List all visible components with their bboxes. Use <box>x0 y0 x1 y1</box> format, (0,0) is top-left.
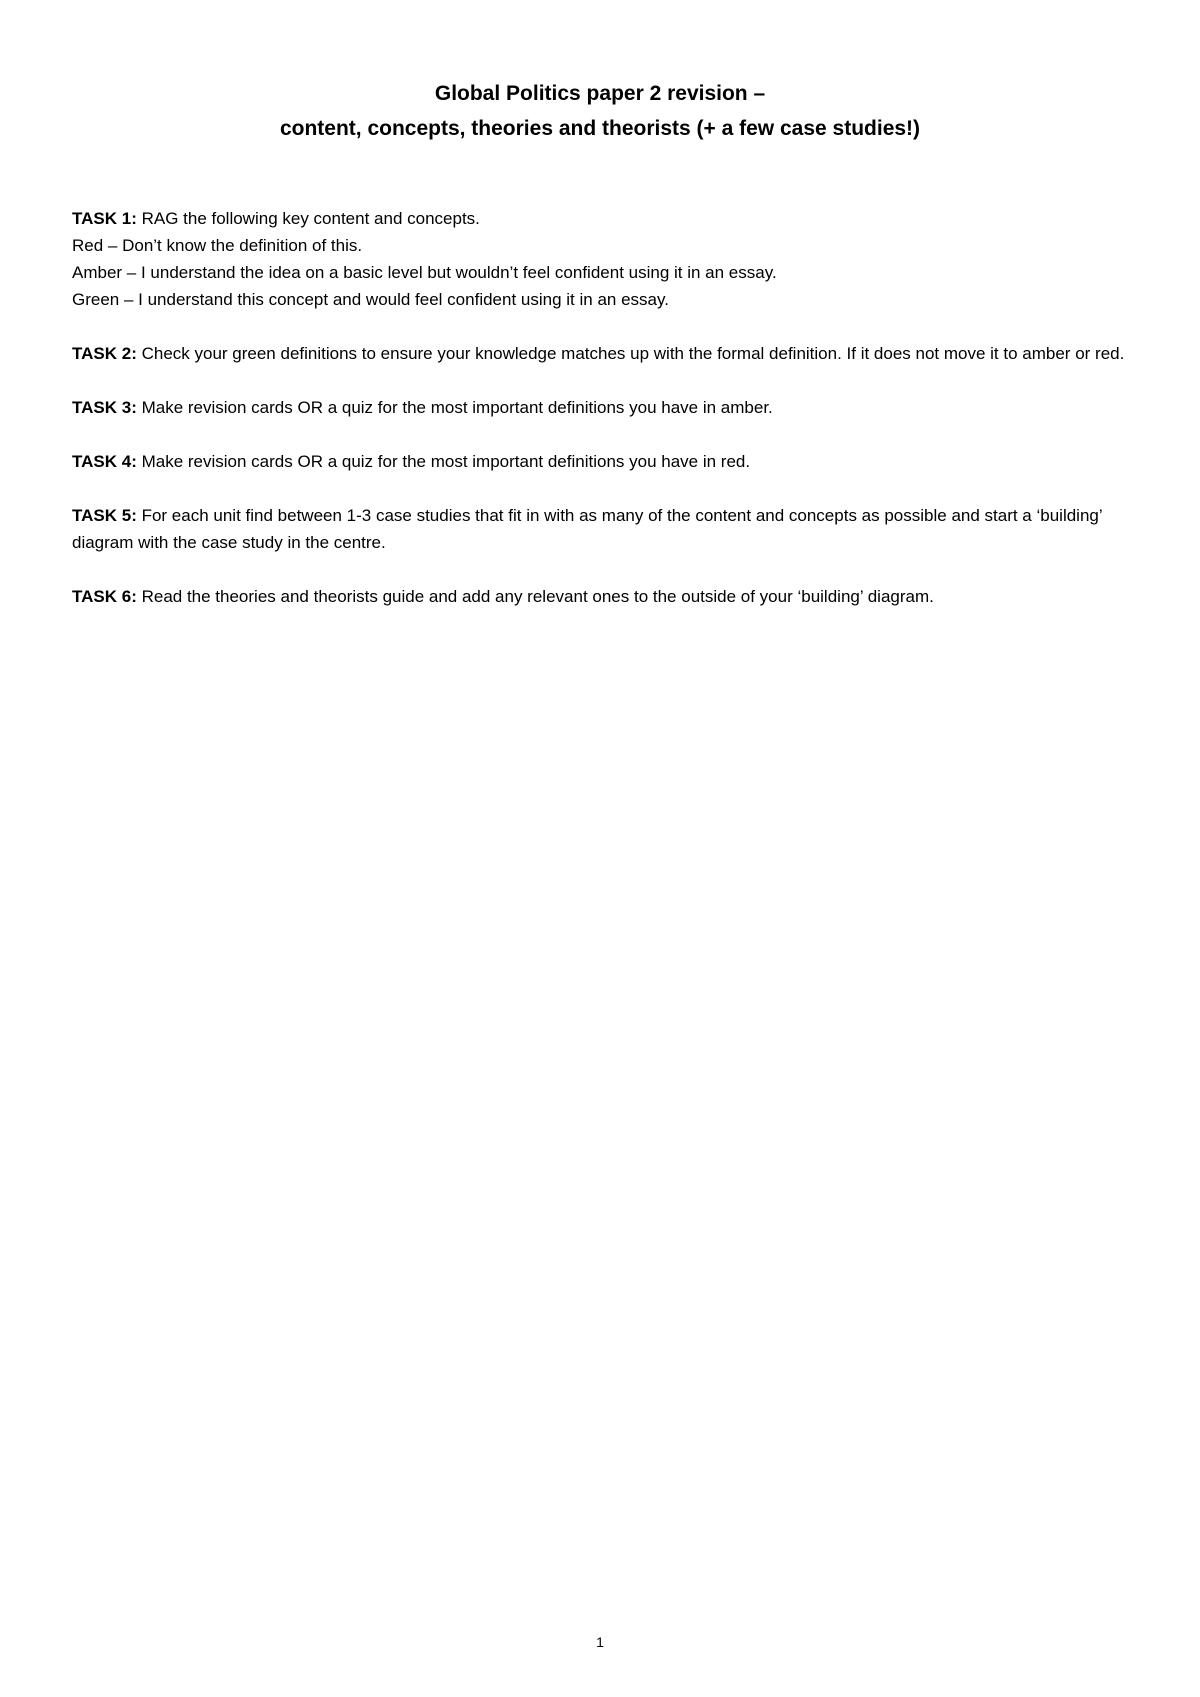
task-1-line <box>72 205 1142 232</box>
task-5 <box>72 502 1142 556</box>
task-1 <box>72 205 1142 313</box>
task-3-text: Make revision cards OR a quiz for the most important definitions you have in amber. <box>136 398 773 417</box>
task-5-label: TASK 5: <box>72 506 137 525</box>
task-list <box>72 205 1142 637</box>
task-5-text: For each unit find between 1-3 case studies that fit in with as many of the content and concepts as possible and start a ‘building’ diagram with the case study in the centre. <box>72 506 1103 552</box>
task-3 <box>72 394 1142 421</box>
task-6-label: TASK 6: <box>72 587 137 606</box>
task-3-label: TASK 3: <box>72 398 137 417</box>
task-6-text: Read the theories and theorists guide and add any relevant ones to the outside of your ‘building’ diagram. <box>136 587 934 606</box>
task-4 <box>72 448 1142 475</box>
task-1-label: TASK 1: <box>72 209 137 228</box>
task-2 <box>72 340 1142 367</box>
task-2-label: TASK 2: <box>72 344 137 363</box>
task-6 <box>72 583 1142 610</box>
title-line-2: content, concepts, theories and theorists (+ a few case studies!) <box>279 117 921 140</box>
rag-red-line: Red – Don’t know the definition of this. <box>72 236 363 255</box>
page-number: 1 <box>596 1634 604 1650</box>
title-line-1: Global Politics paper 2 revision – <box>434 82 766 105</box>
task-1-text: RAG the following key content and concepts. <box>136 209 480 228</box>
rag-green-line: Green – I understand this concept and would feel confident using it in an essay. <box>72 290 669 309</box>
task-4-label: TASK 4: <box>72 452 137 471</box>
task-4-text: Make revision cards OR a quiz for the most important definitions you have in red. <box>136 452 751 471</box>
task-2-text: Check your green definitions to ensure your knowledge matches up with the formal definition. If it does not move it to amber or red. <box>136 344 1125 363</box>
rag-amber-line: Amber – I understand the idea on a basic level but wouldn’t feel confident using it in an essay. <box>72 263 777 282</box>
document-title <box>0 76 1200 146</box>
